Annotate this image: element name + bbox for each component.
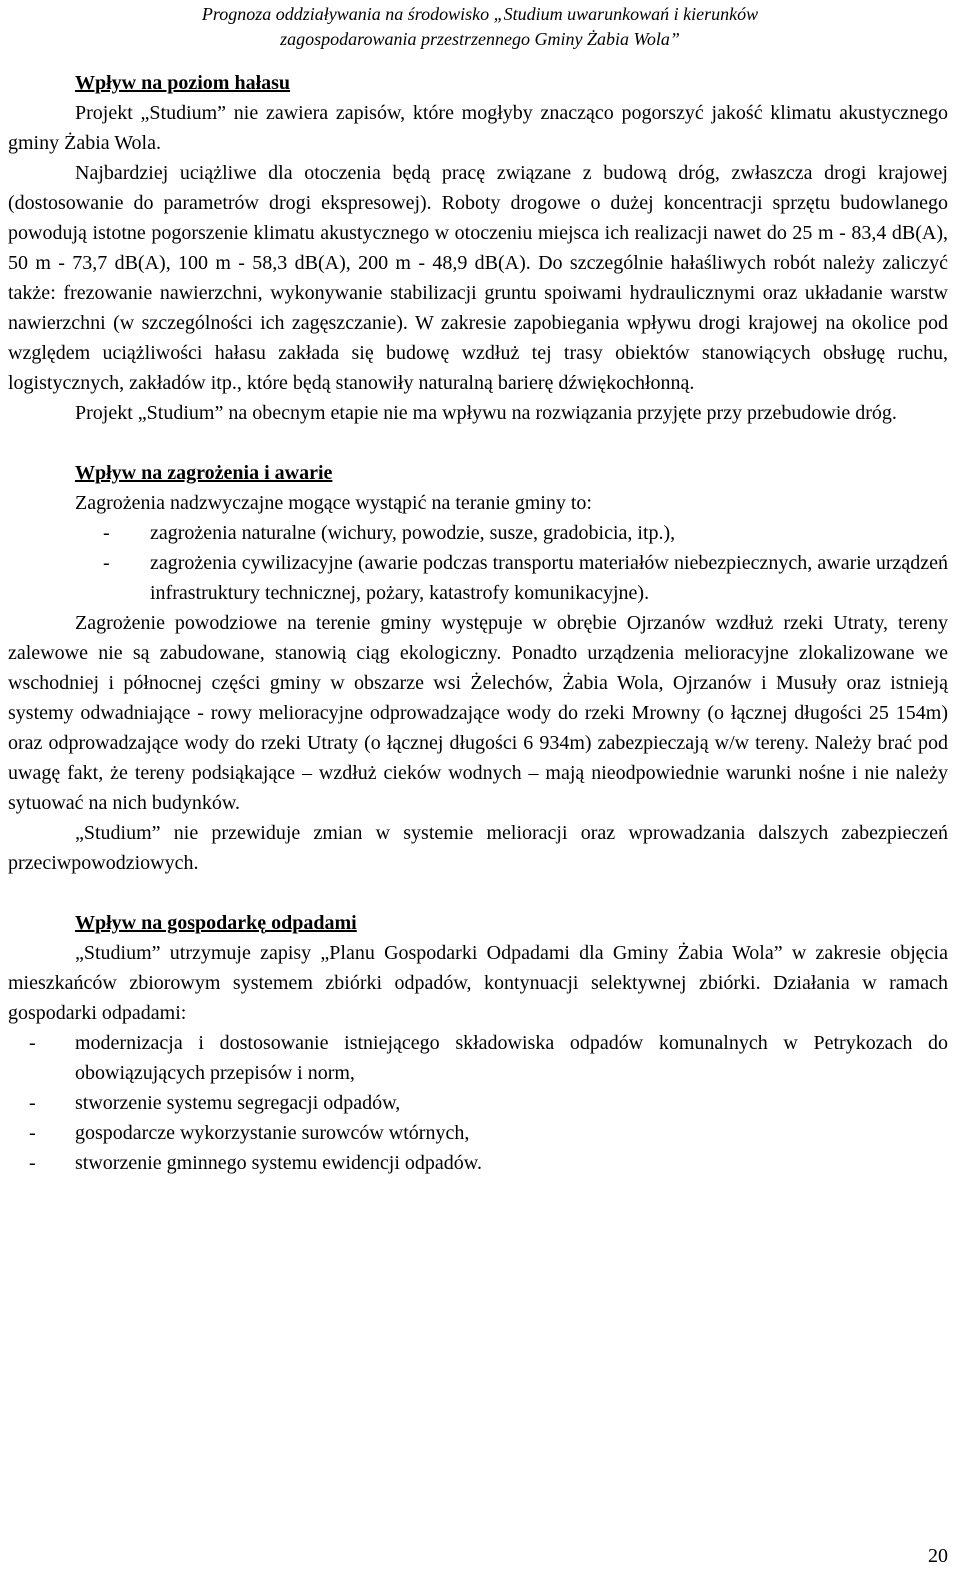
page-number: 20 [928,1545,948,1567]
hazard-list [8,518,948,608]
list-marker: - [29,1092,36,1114]
waste-list [8,1028,948,1178]
page-header [0,2,960,52]
list-marker: - [29,1122,36,1144]
paragraph: Najbardziej uciążliwe dla otoczenia będą pracę związane z budową dróg, zwłaszcza drogi krajowej (dostosowanie do parametrów drogi ekspresowej). Roboty drogowe o dużej koncentracji sprzętu budowlanego powodują istotne pogorszenie klimatu akustycznego w otoczeniu miejsca ich realizacji nawet do 25 m - 83,4 dB(A), 50 m - 73,7 dB(A), 100 m - 58,3 dB(A), 200 m - 48,9 dB(A). Do szczególnie hałaśliwych robót należy zaliczyć także: frezowanie nawierzchni, wykonywanie stabilizacji gruntu spoiwami hydraulicznymi oraz układanie warstw nawierzchni (w szczególności ich zagęszczanie). W zakresie zapobiegania wpływu drogi krajowej na okolice pod względem uciążliwości hałasu zakłada się budowę wzdłuż tej trasy obiektów stanowiących obsługę ruchu, logistycznych, zakładów itp., które będą stanowiły naturalną barierę dźwiękochłonną. [8,162,948,394]
paragraph: „Studium” nie przewiduje zmian w systemie melioracji oraz wprowadzania dalszych zabezpieczeń przeciwpowodziowych. [8,822,948,874]
header-line-1: Prognoza oddziaływania na środowisko „Studium uwarunkowań i kierunków [201,4,759,24]
list-marker: - [103,552,110,574]
list-item: - gospodarcze wykorzystanie surowców wtórnych, [8,1118,948,1148]
section-waste [8,908,948,1178]
list-marker: - [29,1152,36,1174]
document-body [8,68,948,1178]
paragraph: Projekt „Studium” na obecnym etapie nie ma wpływu na rozwiązania przyjęte przy przebudowie dróg. [75,402,897,424]
list-marker: - [29,1032,36,1054]
spacer [8,878,948,908]
spacer [8,428,948,458]
section-noise [8,68,948,428]
list-marker: - [103,522,110,544]
list-item: - zagrożenia naturalne (wichury, powodzie, susze, gradobicia, itp.), [8,518,948,548]
paragraph: Projekt „Studium” nie zawiera zapisów, które mogłyby znacząco pogorszyć jakość klimatu akustycznego gminy Żabia Wola. [8,102,948,154]
header-line-2: zagospodarowania przestrzennego Gminy Żabia Wola” [280,29,680,49]
section-heading: Wpływ na zagrożenia i awarie [75,462,333,484]
paragraph: „Studium” utrzymuje zapisy „Planu Gospodarki Odpadami dla Gminy Żabia Wola” w zakresie objęcia mieszkańców zbiorowym systemem zbiórki odpadów, kontynuacji selektywnej zbiórki. Działania w ramach gospodarki odpadami: [8,942,948,1024]
section-heading: Wpływ na gospodarkę odpadami [75,912,357,934]
list-item: - modernizacja i dostosowanie istniejącego składowiska odpadów komunalnych w Petrykozach do obowiązujących przepisów i norm, [8,1028,948,1088]
paragraph: Zagrożenie powodziowe na terenie gminy występuje w obrębie Ojrzanów wzdłuż rzeki Utraty, tereny zalewowe nie są zabudowane, stanowią ciąg ekologiczny. Ponadto urządzenia melioracyjne zlokalizowane we wschodniej i północnej części gminy w obszarze wsi Żelechów, Żabia Wola, Ojrzanów i Musuły oraz istnieją systemy odwadniające - rowy melioracyjne odprowadzające wody do rzeki Mrowny (o łącznej długości 25 154m) oraz odprowadzające wody do rzeki Utraty (o łącznej długości 6 934m) zabezpieczają w/w tereny. Należy brać pod uwagę fakt, że tereny podsiąkające – wzdłuż cieków wodnych – mają nieodpowiednie warunki nośne i nie należy sytuować na nich budynków. [8,612,948,814]
paragraph: Zagrożenia nadzwyczajne mogące wystąpić na teranie gminy to: [75,492,592,514]
list-item: - zagrożenia cywilizacyjne (awarie podczas transportu materiałów niebezpiecznych, awarie urządzeń infrastruktury technicznej, pożary, katastrofy komunikacyjne). [8,548,948,608]
list-item: - stworzenie systemu segregacji odpadów, [8,1088,948,1118]
section-hazards [8,458,948,878]
section-heading: Wpływ na poziom hałasu [75,72,291,94]
list-item: - stworzenie gminnego systemu ewidencji odpadów. [8,1148,948,1178]
